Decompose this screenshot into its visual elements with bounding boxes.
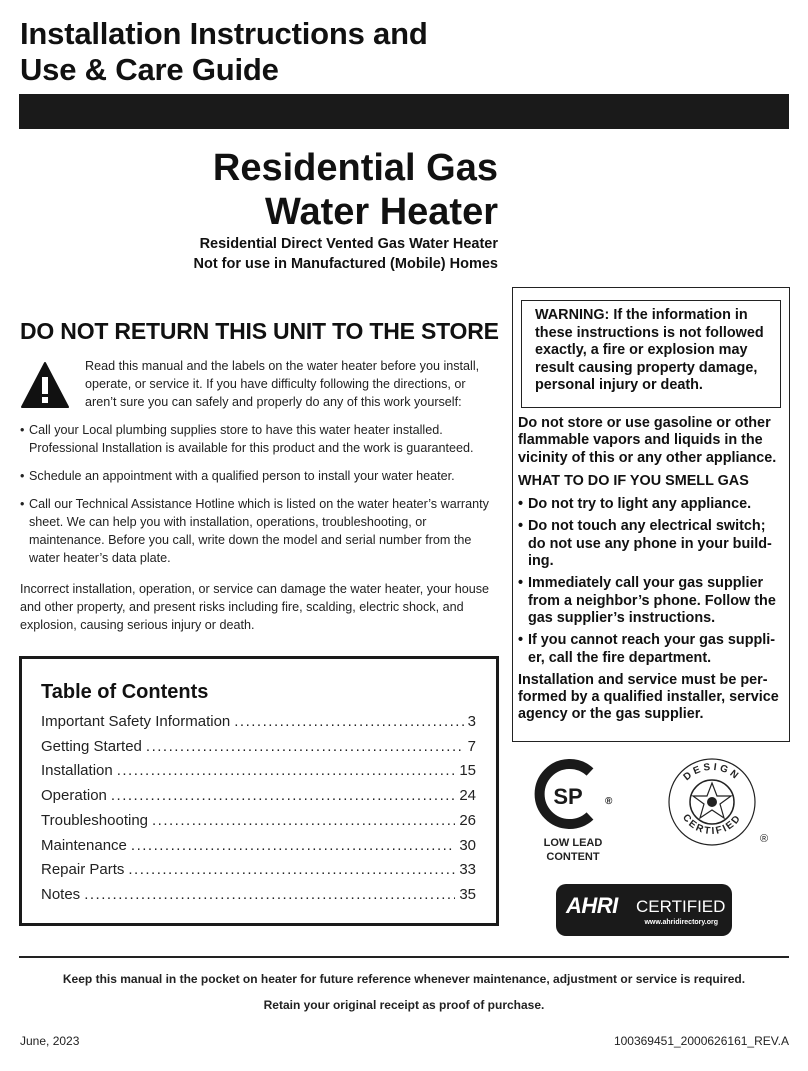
toc-leader (84, 883, 455, 908)
toc-entry[interactable] (41, 759, 476, 784)
flammable-warning: Do not store or use gasoline or other flammable vapors and liquids in the vicinity of this or any other appliance. (518, 415, 777, 466)
toc-entry-page: 15 (459, 762, 476, 780)
intro-paragraph: Read this manual and the labels on the water heater before you install, operate, or service it. If you have difficulty following the directions, or aren’t sure you can safely and properly do any of this work yourself: (85, 359, 480, 409)
design-certified-seal (664, 758, 784, 846)
csa-mark: SP (553, 784, 583, 809)
list-item: • If you cannot reach your gas suppli-er, call the fire department. (518, 632, 786, 667)
toc-entry-page: 3 (467, 713, 476, 730)
document-number: 100369451_2000626161_REV.A (613, 1034, 789, 1048)
toc-entry-label: Operation (41, 787, 107, 805)
list-item: • Do not try to light any appliance. (518, 496, 786, 513)
toc-leader (152, 809, 455, 834)
toc-leader (128, 858, 455, 883)
low-lead-label (528, 836, 618, 864)
ahri-certified-text: CERTIFIED (636, 897, 726, 916)
product-title-line2: Water Heater (264, 191, 498, 233)
toc-title: Table of Contents (41, 681, 209, 703)
toc-entry-label: Repair Parts (41, 861, 125, 879)
receipt-note: Retain your original receipt as proof of purchase. (263, 998, 545, 1012)
product-title-line1: Residential Gas (212, 147, 498, 189)
installer-requirement: Installation and service must be per-formed by a qualified installer, service agency or the gas supplier. (518, 671, 779, 723)
toc-entry-label: Notes (41, 885, 81, 903)
product-subtitle (193, 234, 498, 274)
toc-entry[interactable] (41, 809, 476, 834)
list-item: • Immediately call your gas supplier from a neighbor’s phone. Follow the gas supplier’s instructions. (518, 575, 786, 627)
gas-warning-panel (512, 287, 790, 742)
toc-entry-page: 35 (459, 885, 476, 903)
toc-entry-page: 24 (459, 787, 476, 805)
return-warning-heading: DO NOT RETURN THIS UNIT TO THE STORE (20, 318, 499, 344)
toc-leader (117, 759, 456, 784)
toc-entry-label: Getting Started (41, 737, 142, 755)
warning-body (518, 415, 786, 730)
low-lead-line1: LOW LEAD (543, 837, 603, 849)
toc-leader (146, 735, 464, 760)
product-subtitle-line2: Not for use in Manufactured (Mobile) Homes (193, 256, 498, 272)
low-lead-line2: CONTENT (546, 851, 600, 863)
toc-entry[interactable] (41, 735, 476, 760)
publication-date: June, 2023 (20, 1034, 80, 1048)
table-of-contents (19, 656, 499, 926)
toc-leader (131, 834, 455, 859)
toc-leader (234, 710, 463, 735)
toc-entry-page: 7 (467, 737, 476, 755)
document-title (20, 16, 428, 88)
product-title (213, 146, 498, 234)
toc-entry-page: 26 (459, 811, 476, 829)
toc-entry-label: Maintenance (41, 836, 127, 854)
toc-entry-page: 30 (459, 836, 476, 854)
document-title-line1: Installation Instructions and (20, 16, 428, 51)
smell-gas-heading: WHAT TO DO IF YOU SMELL GAS (518, 472, 749, 489)
footer-divider (19, 956, 789, 958)
toc-entry[interactable] (41, 883, 476, 908)
ahri-url: www.ahridirectory.org (644, 919, 718, 926)
toc-entry-label: Installation (41, 762, 113, 780)
toc-entry-label: Troubleshooting (41, 811, 149, 829)
toc-entry[interactable] (41, 834, 476, 859)
document-title-line2: Use & Care Guide (20, 52, 279, 87)
warning-triangle-icon (20, 361, 70, 409)
csa-logo (532, 758, 616, 830)
list-item: • Call your Local plumbing supplies store to have this water heater installed. Professional Installation is available for this product and the work is guaranteed. (20, 421, 498, 457)
toc-entry[interactable] (41, 710, 476, 735)
gas-actions-list (518, 496, 786, 667)
toc-entry[interactable] (41, 784, 476, 809)
list-item: • Schedule an appointment with a qualified person to install your water heater. (20, 467, 498, 485)
registered-mark: ® (760, 833, 769, 845)
toc-entry-page: 33 (459, 861, 476, 879)
risk-paragraph: Incorrect installation, operation, or service can damage the water heater, your house and other property, and present risks including fire, scalding, electric shock, and explosion, causing serious injury or death. (20, 582, 490, 632)
toc-entry[interactable] (41, 858, 476, 883)
ahri-wordmark: AHRI (566, 893, 618, 918)
toc-leader (111, 784, 455, 809)
title-bar (19, 94, 789, 129)
keep-manual-note: Keep this manual in the pocket on heater for future reference whenever maintenance, adjustment or service is required. (62, 972, 746, 986)
certified-text: CERTIFIED (680, 812, 744, 838)
toc-entry-label: Important Safety Information (41, 713, 231, 730)
assistance-list (20, 421, 498, 577)
registered-mark: ® (605, 796, 613, 807)
warning-box: WARNING: If the information in these instructions is not followed exactly, a fire or explosion may result causing property damage, personal injury or death. (521, 300, 781, 408)
list-item: • Call our Technical Assistance Hotline which is listed on the water heater’s warranty sheet. We can help you with installation, operations, troubleshooting, or maintenance. Before you call, write down the model and serial number from the water heater’s data plate. (20, 495, 498, 567)
product-subtitle-line1: Residential Direct Vented Gas Water Heater (199, 236, 498, 252)
list-item: • Do not touch any electrical switch; do not use any phone in your build-ing. (518, 518, 786, 570)
design-text: DESIGN (681, 761, 743, 784)
ahri-certified-logo (556, 884, 732, 936)
svg-text:CERTIFIED (680, 812, 744, 837)
